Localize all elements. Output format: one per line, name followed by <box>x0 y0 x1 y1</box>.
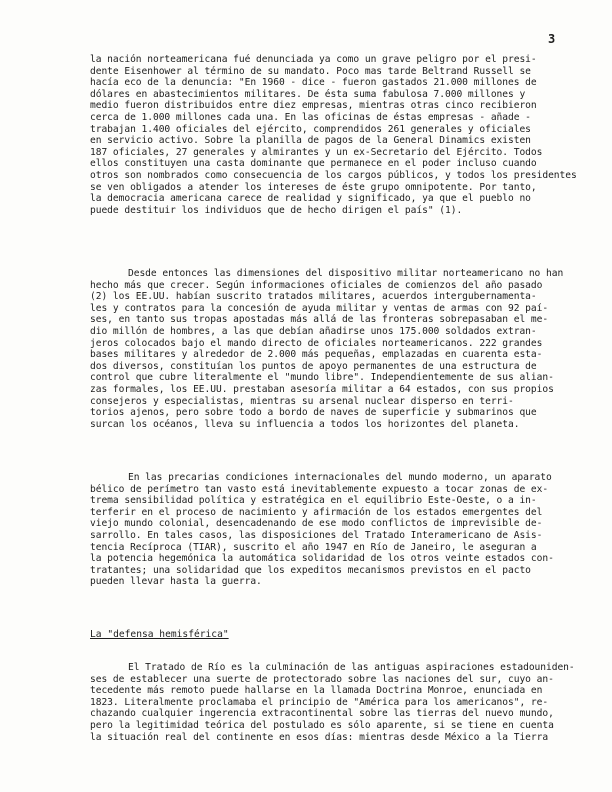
text-line: trema sensibilidad política y estratégica en el equilibrio Este-Oeste, o a in- <box>90 495 537 507</box>
page-number: 3 <box>548 32 556 46</box>
text-line: les y contratos para la concesión de ayuda militar y ventas de armas con 92 paí- <box>90 302 549 314</box>
text-line: zas formales, los EE.UU. prestaban asesoría militar a 64 estados, con sus propios <box>90 383 554 395</box>
text-line: jeros colocados bajo el mando directo de oficiales norteamericanos. 222 grandes <box>90 337 543 349</box>
text-line: tratantes; una solidaridad que los expeditos mecanismos previstos en el pacto <box>90 564 531 576</box>
text-line: 1823. Literalmente proclamaba el principio de "América para los americanos", re- <box>90 696 549 708</box>
text-line: ellos constituyen una casta dominante que permanece en el poder incluso cuando <box>90 158 537 170</box>
text-line: bélico de perímetro tan vasto está inevitablemente expuesto a tocar zonas de ex- <box>90 483 549 495</box>
text-line: control que cubre literalmente el "mundo libre". Independientemente de sus alian- <box>90 372 554 384</box>
section-heading: La "defensa hemisférica" <box>90 629 229 640</box>
paragraph-4 <box>90 662 575 743</box>
text-line: dólares en abastecimientos militares. De ésta suma fabulosa 7.000 millones y <box>90 88 526 100</box>
text-line: dente Eisenhower al término de su mandato. Poco mas tarde Beltrand Russell se <box>90 65 531 77</box>
text-line: puede destituir los individuos que de hecho dirigen el país" (1). <box>90 204 463 216</box>
text-line: torios ajenos, pero sobre todo a bordo de naves de superficie y submarinos que <box>90 407 537 419</box>
text-line: tecedente más remoto puede hallarse en la llamada Doctrina Monroe, enunciada en <box>90 685 543 697</box>
text-line: dos diversos, constituían los puntos de apoyo permanentes de una estructura de <box>90 360 537 372</box>
text-line: pero la legitimidad teórica del postulado es sólo aparente, si se tiene en cuenta <box>90 719 554 731</box>
text-line: terferir en el proceso de nacimiento y afirmación de los estados emergentes del <box>90 506 543 518</box>
text-line: sarrollo. En tales casos, las disposiciones del Tratado Interamericano de Asis- <box>90 529 543 541</box>
text-line: 187 oficiales, 27 generales y almirantes y un ex-Secretario del Ejército. Todos <box>90 146 543 158</box>
text-line: cerca de 1.000 millones cada una. En las oficinas de éstas empresas - añade - <box>90 111 531 123</box>
text-line: consejeros y especialistas, mientras su arsenal nuclear disperso en terri- <box>90 395 514 407</box>
text-line: (2) los EE.UU. habían suscrito tratados militares, acuerdos intergubernamenta- <box>90 291 537 303</box>
text-line: en servicio activo. Sobre la planilla de pagos de la General Dinamics existen <box>90 135 531 147</box>
text-line: En las precarias condiciones internacionales del mundo moderno, un aparato <box>128 472 552 483</box>
text-line: trabajan 1.400 oficiales del ejército, comprendidos 261 generales y oficiales <box>90 123 531 135</box>
text-line: dio millón de hombres, a las que debían añadirse unos 175.000 soldados extran- <box>90 325 537 337</box>
text-line: se ven obligados a atender los intereses de éste grupo omnipotente. Por tanto, <box>90 181 537 193</box>
paragraph-2 <box>90 268 563 430</box>
text-line: bases militares y alrededor de 2.000 más pequeñas, emplazadas en cuarenta esta- <box>90 349 543 361</box>
text-line: surcan los océanos, lleva su influencia a todos los horizontes del planeta. <box>90 418 520 430</box>
text-line: la nación norteamericana fué denunciada ya como un grave peligro por el presi- <box>90 54 537 65</box>
text-line: pueden llevar hasta la guerra. <box>90 576 262 588</box>
text-line: Desde entonces las dimensiones del dispositivo militar norteamericano no han <box>128 268 564 279</box>
text-line: hacía eco de la denuncia: "En 1960 - dice - fueron gastados 21.000 millones de <box>90 77 537 89</box>
text-line: viejo mundo colonial, desencadenando de ese modo conflictos de imprevisible de- <box>90 518 543 530</box>
text-line: ses, en tanto sus tropas apostadas más allá de las fronteras sobrepasaban el me- <box>90 314 549 326</box>
text-line: medio fueron distribuidos entre diez empresas, mientras otras cinco recibieron <box>90 100 537 112</box>
text-line: chazando cualquier ingerencia extracontinental sobre las tierras del nuevo mundo, <box>90 708 554 720</box>
text-line: la democracia americana carece de realidad y significado, ya que el pueblo no <box>90 193 531 205</box>
text-line: hecho más que crecer. Según informaciones oficiales de comienzos del año pasado <box>90 279 543 291</box>
text-line: El Tratado de Río es la culminación de las antiguas aspiraciones estadouniden- <box>128 662 575 673</box>
paragraph-3 <box>90 472 554 588</box>
text-line: otros son nombrados como consecuencia de los cargos públicos, y todos los presidentes <box>90 169 577 181</box>
paragraph-1 <box>90 54 577 216</box>
text-line: ses de establecer una suerte de protectorado sobre las naciones del sur, cuyo an- <box>90 673 554 685</box>
text-line: tencia Recíproca (TIAR), suscrito el año 1947 en Río de Janeiro, le aseguran a <box>90 541 537 553</box>
text-line: la situación real del continente en esos días: mientras desde México a la Tierra <box>90 731 549 743</box>
text-line: la potencia hegemónica la automática solidaridad de los otros veinte estados con- <box>90 553 554 565</box>
